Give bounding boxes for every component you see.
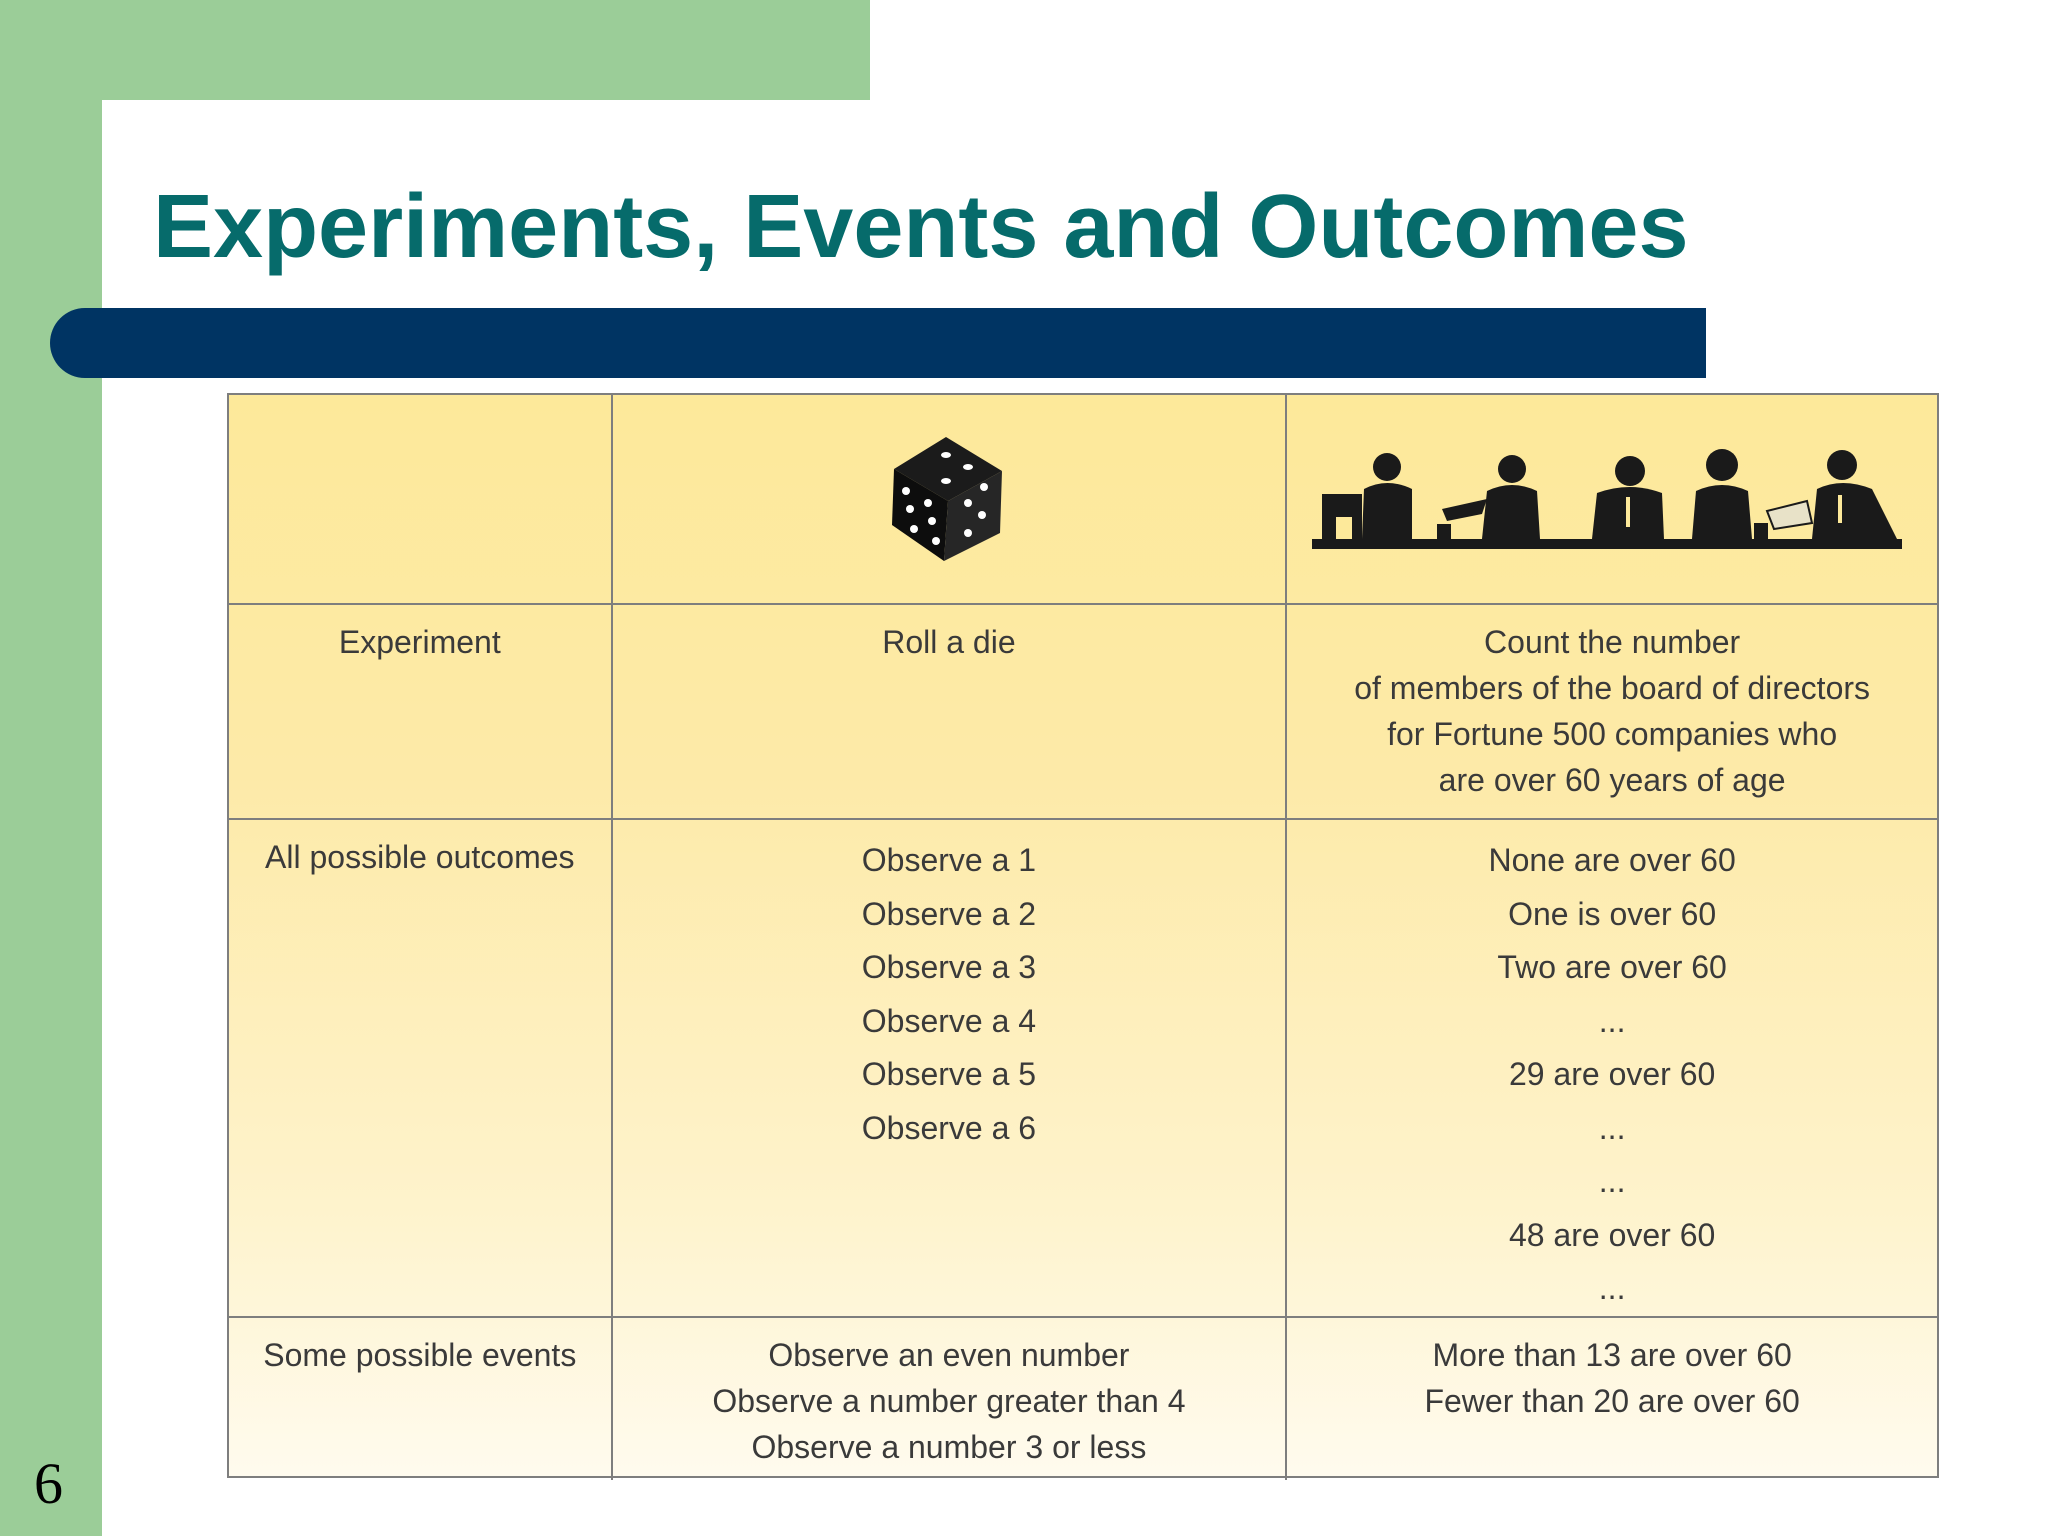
die-event-item: Observe a number 3 or less xyxy=(751,1429,1147,1465)
board-outcome-item: 29 are over 60 xyxy=(1508,1056,1716,1092)
board-outcome-item: None are over 60 xyxy=(1488,842,1736,878)
table-row-experiment xyxy=(229,604,1937,819)
row-label-events: Some possible events xyxy=(229,1317,612,1480)
board-experiment-line: are over 60 years of age xyxy=(1438,762,1786,798)
board-experiment-cell xyxy=(1286,604,1937,819)
row-label-outcomes: All possible outcomes xyxy=(229,819,612,1317)
board-members-icon xyxy=(1312,439,1912,559)
board-outcome-item: ... xyxy=(1598,1002,1626,1039)
table-header-row xyxy=(229,395,1937,604)
slide-title: Experiments, Events and Outcomes xyxy=(153,177,1689,277)
slide-number: 6 xyxy=(34,1451,63,1516)
die-experiment-text: Roll a die xyxy=(882,624,1016,660)
title-underline-bar xyxy=(50,308,1706,378)
row-label-experiment: Experiment xyxy=(229,604,612,819)
die-event-item: Observe a number greater than 4 xyxy=(712,1383,1186,1419)
board-experiment-line: of members of the board of directors xyxy=(1354,670,1871,706)
board-outcome-item: ... xyxy=(1598,1270,1626,1306)
board-outcome-item: One is over 60 xyxy=(1508,895,1717,932)
empty-corner-cell xyxy=(229,395,612,604)
die-outcome-item: Observe a 4 xyxy=(861,1002,1037,1039)
die-events-cell xyxy=(612,1317,1287,1480)
table-row-events xyxy=(229,1317,1937,1480)
board-image-cell xyxy=(1286,395,1937,604)
board-outcome-item: 48 are over 60 xyxy=(1508,1216,1716,1253)
outcomes-table xyxy=(227,393,1939,1478)
die-outcome-item: Observe a 3 xyxy=(861,949,1037,985)
green-side-band xyxy=(0,0,102,1536)
board-event-item: Fewer than 20 are over 60 xyxy=(1424,1383,1800,1419)
die-event-item: Observe an even number xyxy=(768,1337,1130,1373)
die-icon xyxy=(884,429,1014,569)
die-experiment-cell xyxy=(612,604,1287,819)
die-outcome-item: Observe a 6 xyxy=(861,1109,1037,1146)
die-outcome-item: Observe a 1 xyxy=(861,842,1037,878)
board-outcome-item: ... xyxy=(1598,1109,1626,1146)
board-outcome-item: ... xyxy=(1598,1163,1626,1199)
die-outcomes-cell xyxy=(612,819,1287,1317)
board-outcome-item: Two are over 60 xyxy=(1497,949,1727,985)
green-top-band xyxy=(0,0,870,100)
die-outcome-item: Observe a 2 xyxy=(861,895,1037,932)
board-experiment-line: Count the number xyxy=(1484,624,1741,660)
die-image-cell xyxy=(612,395,1287,604)
die-outcome-item: Observe a 5 xyxy=(861,1056,1037,1092)
board-experiment-line: for Fortune 500 companies who xyxy=(1387,716,1838,752)
board-event-item: More than 13 are over 60 xyxy=(1432,1337,1792,1373)
board-outcomes-cell xyxy=(1286,819,1937,1317)
board-events-cell xyxy=(1286,1317,1937,1480)
table-row-outcomes xyxy=(229,819,1937,1317)
